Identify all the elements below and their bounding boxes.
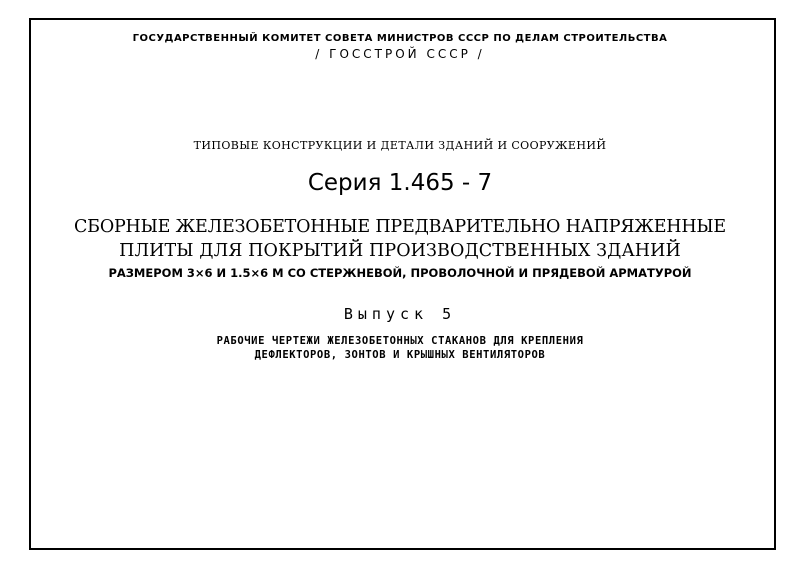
description-line-1: РАБОЧИЕ ЧЕРТЕЖИ ЖЕЛЕЗОБЕТОННЫХ СТАКАНОВ ДЛЯ КРЕПЛЕНИЯ [216,335,584,347]
description-line-2: ДЕФЛЕКТОРОВ, ЗОНТОВ И КРЫШНЫХ ВЕНТИЛЯТОРОВ [254,349,546,361]
page-border-frame [29,18,776,550]
issue-number: Выпуск 5 [343,305,457,323]
title-line-2: ПЛИТЫ ДЛЯ ПОКРЫТИЙ ПРОИЗВОДСТВЕННЫХ ЗДАНИЙ [119,241,681,261]
title-line-1: СБОРНЫЕ ЖЕЛЕЗОБЕТОННЫЕ ПРЕДВАРИТЕЛЬНО НАПРЯЖЕННЫЕ [73,217,727,237]
agency-name: ГОСУДАРСТВЕННЫЙ КОМИТЕТ СОВЕТА МИНИСТРОВ СССР ПО ДЕЛАМ СТРОИТЕЛЬСТВА [132,33,668,44]
title-line-3: РАЗМЕРОМ 3×6 И 1.5×6 М СО СТЕРЖНЕВОЙ, ПРОВОЛОЧНОЙ И ПРЯДЕВОЙ АРМАТУРОЙ [108,266,692,280]
series-number: Серия 1.465 - 7 [307,170,493,196]
document-category: ТИПОВЫЕ КОНСТРУКЦИИ И ДЕТАЛИ ЗДАНИЙ И СООРУЖЕНИЙ [193,139,607,152]
agency-short-name: / ГОССТРОЙ СССР / [315,47,485,61]
